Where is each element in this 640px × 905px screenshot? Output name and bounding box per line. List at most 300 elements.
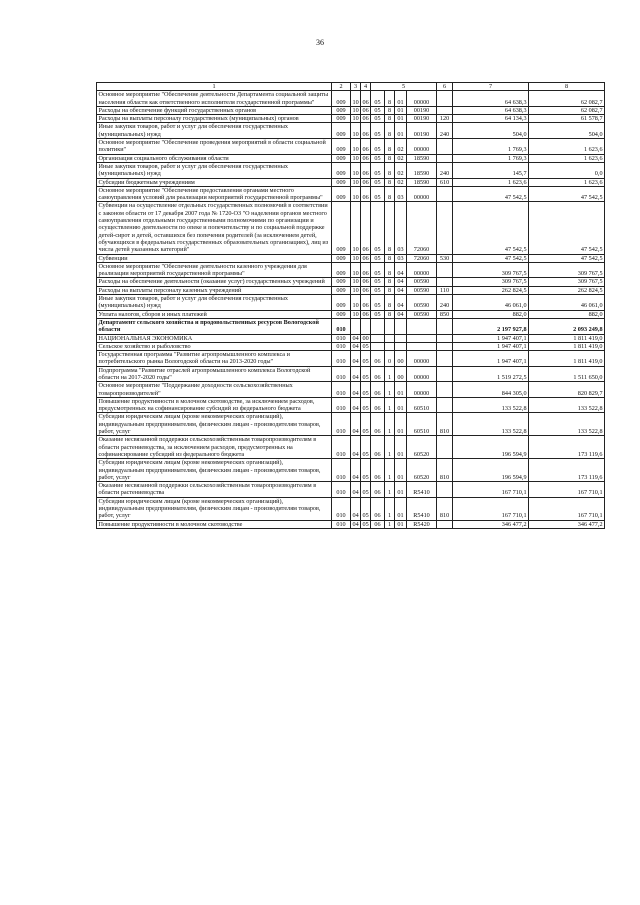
section-code: 04 [351,482,361,498]
ministry-code: 009 [332,178,351,186]
subprogram-code: 8 [385,278,395,286]
section-code: 04 [352,520,359,528]
amount-col-8: 1 811 419,0 [529,342,605,350]
subsection-code: 00 [362,334,369,342]
row-name: Субвенции на осуществление отдельных государственных полномочий в соответствии с законом области от 17 декабря 2007 года № 1720-ОЗ "О наделении органов местного самоуправления отдельными государственными полномочиями по организации и осуществлению деятельности по опеке и попечительству и по социальной поддержке детей-сирот и детей, оставшихся без попечения родителей (за исключением детей, обучающихся в федеральных государственных образовательных организациях), лиц из числа детей указанных категорий" [97,202,332,254]
activity-code: 01 [395,520,407,528]
subprogram-code: 8 [385,262,395,278]
direction-code [407,342,437,350]
ministry-code: 010 [332,413,351,436]
table-row [97,254,605,262]
subsection-code: 06 [361,139,371,155]
row-name: Повышение продуктивности в молочном скотоводстве, за исключением расходов, предусмотренных на софинансирование субсидий из федерального бюджета [97,397,332,413]
table-row [97,262,605,278]
section-code: 10 [351,202,361,254]
ministry-code: 009 [332,106,351,114]
table-row [97,278,605,286]
section-code: 04 [352,334,359,342]
row-name: Иные закупки товаров, работ и услуг для обеспечения государственных (муниципальных) нужд [97,162,332,178]
row-name: Расходы на выплаты персоналу казенных учреждений [97,286,332,294]
header-col-1: 1 [97,83,332,91]
table-row [97,139,605,155]
expense-type-code: 240 [437,295,453,311]
expense-type-code [437,382,453,398]
section-code: 04 [351,397,361,413]
program-code [371,334,385,342]
subsection-code: 05 [361,413,371,436]
section-code: 04 [351,351,361,367]
subprogram-code: 1 [385,436,395,459]
section-code: 04 [351,382,361,398]
amount-col-8: 173 119,6 [529,459,605,482]
table-row [97,106,605,114]
direction-code: 00000 [407,186,437,202]
activity-code: 03 [395,186,407,202]
subprogram-code [385,318,395,334]
amount-col-7: 133 522,8 [453,413,529,436]
direction-code: 00190 [407,115,437,123]
direction-code: 00590 [407,295,437,311]
subprogram-code: 8 [385,139,395,155]
subprogram-code: 8 [385,106,395,114]
subsection-code: 05 [361,482,371,498]
row-name: Организация социального обслуживания области [97,154,332,162]
subsection-code: 06 [361,162,371,178]
amount-col-8: 47 542,5 [529,202,605,254]
amount-col-7: 1 769,3 [453,139,529,155]
amount-col-8: 173 119,6 [529,436,605,459]
ministry-code: 010 [332,382,351,398]
header-col-2: 2 [332,83,351,91]
subprogram-code [385,334,395,342]
subsection-code: 06 [361,295,371,311]
amount-col-7: 1 947 407,1 [453,334,529,342]
subprogram-code: 8 [385,123,395,139]
table-row [97,162,605,178]
ministry-code: 010 [332,318,351,334]
section-code: 10 [351,139,361,155]
subsection-code: 05 [361,459,371,482]
ministry-code: 010 [332,520,351,528]
amount-col-8: 133 522,8 [529,413,605,436]
table-row [97,115,605,123]
subsection-code: 06 [361,262,371,278]
subprogram-code: 8 [385,154,395,162]
amount-col-7: 167 710,1 [453,497,529,520]
amount-col-8: 0,0 [529,162,605,178]
table-row [97,397,605,413]
direction-code: R5410 [407,497,437,520]
row-name: Расходы на выплаты персоналу государственных (муниципальных) органов [97,115,332,123]
section-code: 10 [352,106,359,114]
row-name: Иные закупки товаров, работ и услуг для обеспечения государственных (муниципальных) нужд [97,295,332,311]
amount-col-8: 346 477,2 [529,520,605,528]
amount-col-7: 47 542,5 [453,202,529,254]
direction-code: 60510 [407,397,437,413]
expense-type-code [437,186,453,202]
amount-col-7: 196 594,9 [453,459,529,482]
program-code: 05 [371,295,385,311]
program-code: 06 [371,382,385,398]
expense-type-code [437,351,453,367]
amount-col-7: 1 769,3 [453,154,529,162]
subprogram-code: 8 [385,162,395,178]
activity-code: 02 [395,154,407,162]
subprogram-code: 1 [385,482,395,498]
section-code: 10 [351,295,361,311]
ministry-code: 009 [332,123,351,139]
direction-code: 72060 [407,202,437,254]
ministry-code: 009 [332,154,351,162]
section-code: 04 [352,342,359,350]
direction-code: 00000 [407,366,437,382]
amount-col-7: 1 947 407,1 [453,342,529,350]
amount-col-7: 47 542,5 [453,186,529,202]
subprogram-code: 8 [385,310,395,318]
subsection-code: 06 [361,186,371,202]
ministry-code: 009 [332,295,351,311]
ministry-code: 009 [332,186,351,202]
section-code: 10 [352,278,359,286]
direction-code: 00000 [407,382,437,398]
activity-code: 01 [395,123,407,139]
activity-code: 01 [395,459,407,482]
amount-col-7: 309 767,5 [453,262,529,278]
row-name: Оказание несвязанной поддержки сельскохозяйственным товаропроизводителям в области растениеводства [97,482,332,498]
header-col-4: 4 [361,83,371,91]
row-name: Оказание несвязанной поддержки сельскохозяйственным товаропроизводителям в области растениеводства, за исключением расходов, предусмотренных на софинансирование субсидий из федерального бюджета [97,436,332,459]
subsection-code: 06 [362,286,369,294]
table-row [97,351,605,367]
amount-col-8: 1 811 419,0 [529,351,605,367]
subprogram-code: 1 [385,459,395,482]
subprogram-code [385,342,395,350]
expense-type-code [437,397,453,413]
ministry-code: 009 [332,262,351,278]
section-code: 10 [352,115,359,123]
header-col-5: 5 [371,83,437,91]
direction-code: 18590 [407,162,437,178]
expense-type-code [437,262,453,278]
subprogram-code: 8 [385,286,395,294]
ministry-code: 010 [332,366,351,382]
row-name: Основное мероприятие "Обеспечение деятельности казенного учреждения для реализации мероприятий государственной программы" [97,262,332,278]
section-code: 10 [351,162,361,178]
activity-code: 01 [395,413,407,436]
subsection-code: 05 [361,366,371,382]
amount-col-7: 504,0 [453,123,529,139]
subsection-code: 05 [361,497,371,520]
direction-code: 00590 [407,286,437,294]
subsection-code: 06 [362,115,369,123]
amount-col-8: 1 511 650,0 [529,366,605,382]
subsection-code [361,318,371,334]
header-col-6: 6 [437,83,453,91]
program-code: 06 [371,497,385,520]
row-name: Основное мероприятие "Обеспечение деятельности Департамента социальной защиты населения области как ответственного исполнителя государственной программы" [97,91,332,107]
direction-code: 00000 [407,91,437,107]
row-name: Основное мероприятие "Обеспечение проведения мероприятий в области социальной политики" [97,139,332,155]
row-name: Подпрограмма "Развитие отраслей агропромышленного комплекса Вологодской области на 2017-2020 годы" [97,366,332,382]
table-row [97,295,605,311]
subprogram-code: 1 [385,382,395,398]
row-name: Департамент сельского хозяйства и продовольственных ресурсов Вологодской области [97,318,332,334]
amount-col-7: 145,7 [453,162,529,178]
expense-type-code: 240 [437,162,453,178]
amount-col-8: 882,0 [529,310,605,318]
subsection-code: 05 [361,382,371,398]
table-row [97,482,605,498]
amount-col-7: 309 767,5 [453,278,529,286]
amount-col-8: 309 767,5 [529,278,605,286]
amount-col-7: 133 522,8 [453,397,529,413]
direction-code [407,334,437,342]
row-name: Субвенции [97,254,332,262]
direction-code: 00590 [407,310,437,318]
expense-type-code: 810 [437,459,453,482]
row-name: Субсидии бюджетным учреждениям [97,178,332,186]
subsection-code: 06 [362,154,369,162]
activity-code [395,318,407,334]
expense-type-code [437,520,453,528]
subprogram-code: 1 [385,520,395,528]
expense-type-code: 610 [437,178,453,186]
ministry-code: 009 [332,278,351,286]
section-code: 10 [351,262,361,278]
amount-col-8: 62 082,7 [529,91,605,107]
subsection-code: 05 [362,342,369,350]
row-name: Субсидии юридическим лицам (кроме некоммерческих организаций), индивидуальным предпринимателям, физическим лицам - производителям товаров, работ, услуг [97,497,332,520]
subprogram-code: 8 [385,254,395,262]
program-code: 05 [371,154,385,162]
section-code: 10 [352,254,359,262]
table-row [97,342,605,350]
amount-col-7: 64 638,3 [453,91,529,107]
page-number: 36 [316,38,324,47]
activity-code: 01 [395,482,407,498]
header-col-7: 7 [453,83,529,91]
activity-code: 04 [395,286,407,294]
direction-code [407,318,437,334]
program-code: 05 [371,286,385,294]
ministry-code: 009 [332,310,351,318]
amount-col-7: 196 594,9 [453,436,529,459]
row-name: Основное мероприятие "Поддержание доходности сельскохозяйственных товаропроизводителей" [97,382,332,398]
expense-type-code [437,106,453,114]
program-code: 05 [371,262,385,278]
table-row [97,318,605,334]
subsection-code: 06 [362,106,369,114]
program-code: 05 [371,162,385,178]
section-code: 04 [351,459,361,482]
section-code: 10 [352,310,359,318]
row-name: Иные закупки товаров, работ и услуг для обеспечения государственных (муниципальных) нужд [97,123,332,139]
program-code: 05 [371,178,385,186]
direction-code: 60510 [407,413,437,436]
amount-col-8: 167 710,1 [529,497,605,520]
ministry-code: 009 [332,139,351,155]
row-name: Сельское хозяйство и рыболовство [97,342,332,350]
ministry-code: 010 [332,397,351,413]
program-code: 05 [371,310,385,318]
amount-col-7: 346 477,2 [453,520,529,528]
program-code: 05 [371,254,385,262]
expense-type-code [437,366,453,382]
expense-type-code: 110 [437,286,453,294]
table-row [97,186,605,202]
expense-type-code [437,154,453,162]
direction-code: 00190 [407,123,437,139]
table-row [97,459,605,482]
expense-type-code: 810 [437,413,453,436]
direction-code: 60520 [407,436,437,459]
table-row [97,520,605,528]
direction-code: 00000 [407,351,437,367]
activity-code: 02 [395,162,407,178]
table-row [97,202,605,254]
section-code [351,318,361,334]
header-col-3: 3 [351,83,361,91]
amount-col-8: 820 829,7 [529,382,605,398]
ministry-code: 009 [332,162,351,178]
activity-code: 04 [395,278,407,286]
activity-code: 01 [395,436,407,459]
table-body [97,91,605,529]
amount-col-8: 1 811 419,0 [529,334,605,342]
program-code: 06 [371,351,385,367]
program-code [371,342,385,350]
row-name: Повышение продуктивности в молочном скотоводстве [97,520,332,528]
program-code: 05 [371,91,385,107]
section-code: 10 [352,178,359,186]
ministry-code: 009 [332,91,351,107]
expense-type-code [437,334,453,342]
subprogram-code: 8 [385,178,395,186]
table-row [97,334,605,342]
activity-code: 01 [395,497,407,520]
amount-col-7: 46 061,0 [453,295,529,311]
table-row [97,310,605,318]
ministry-code: 010 [332,459,351,482]
expense-type-code [437,436,453,459]
amount-col-8: 62 082,7 [529,106,605,114]
direction-code: 00000 [407,139,437,155]
amount-col-8: 61 578,7 [529,115,605,123]
subsection-code: 06 [361,202,371,254]
expense-type-code: 850 [437,310,453,318]
activity-code: 01 [395,115,407,123]
direction-code: 18590 [407,154,437,162]
activity-code: 01 [395,91,407,107]
expense-type-code [437,342,453,350]
section-code: 04 [351,436,361,459]
amount-col-7: 167 710,1 [453,482,529,498]
table-row [97,123,605,139]
expense-type-code: 120 [437,115,453,123]
amount-col-7: 262 824,5 [453,286,529,294]
amount-col-8: 47 542,5 [529,254,605,262]
ministry-code: 010 [332,351,351,367]
section-code: 10 [351,123,361,139]
program-code: 06 [371,413,385,436]
section-code: 10 [351,186,361,202]
table-row [97,91,605,107]
program-code: 05 [371,186,385,202]
direction-code: 72060 [407,254,437,262]
subsection-code: 05 [361,397,371,413]
ministry-code: 010 [332,342,351,350]
subprogram-code: 8 [385,186,395,202]
expense-type-code [437,202,453,254]
program-code: 06 [371,436,385,459]
program-code: 05 [371,202,385,254]
ministry-code: 010 [332,334,351,342]
program-code: 05 [371,106,385,114]
header-col-8: 8 [529,83,605,91]
activity-code: 04 [395,262,407,278]
amount-col-8: 1 623,6 [529,154,605,162]
program-code: 05 [371,123,385,139]
row-name: Субсидии юридическим лицам (кроме некоммерческих организаций), индивидуальным предпринимателям, физическим лицам - производителям товаров, работ, услуг [97,413,332,436]
program-code: 06 [371,459,385,482]
section-code: 10 [352,154,359,162]
direction-code: 60520 [407,459,437,482]
activity-code: 02 [395,139,407,155]
budget-table-container [96,82,604,529]
amount-col-7: 1 519 272,5 [453,366,529,382]
amount-col-7: 844 305,0 [453,382,529,398]
row-name: НАЦИОНАЛЬНАЯ ЭКОНОМИКА [97,334,332,342]
amount-col-8: 309 767,5 [529,262,605,278]
subprogram-code: 1 [385,366,395,382]
amount-col-8: 262 824,5 [529,286,605,294]
amount-col-7: 882,0 [453,310,529,318]
activity-code: 03 [395,202,407,254]
ministry-code: 009 [332,115,351,123]
expense-type-code [437,482,453,498]
subprogram-code: 1 [385,497,395,520]
row-name: Расходы на обеспечение деятельности (оказание услуг) государственных учреждений [97,278,332,286]
budget-table [96,82,605,529]
ministry-code: 010 [332,436,351,459]
amount-col-8: 47 542,5 [529,186,605,202]
direction-code: R5420 [407,520,437,528]
expense-type-code: 530 [437,254,453,262]
activity-code: 01 [395,397,407,413]
expense-type-code [437,139,453,155]
row-name: Субсидии юридическим лицам (кроме некоммерческих организаций), индивидуальным предпринимателям, физическим лицам - производителям товаров, работ, услуг [97,459,332,482]
program-code: 06 [371,366,385,382]
direction-code: 00190 [407,106,437,114]
direction-code: 00590 [407,278,437,286]
table-row [97,178,605,186]
ministry-code: 009 [332,286,351,294]
ministry-code: 010 [332,497,351,520]
amount-col-8: 133 522,8 [529,397,605,413]
direction-code: 18590 [407,178,437,186]
expense-type-code: 810 [437,497,453,520]
program-code [371,318,385,334]
amount-col-7: 64 134,3 [453,115,529,123]
program-code: 05 [371,139,385,155]
amount-col-7: 2 197 927,8 [453,318,529,334]
ministry-code: 010 [332,482,351,498]
activity-code: 04 [395,295,407,311]
subsection-code: 06 [362,254,369,262]
program-code: 06 [371,397,385,413]
subsection-code: 05 [361,436,371,459]
expense-type-code [437,318,453,334]
